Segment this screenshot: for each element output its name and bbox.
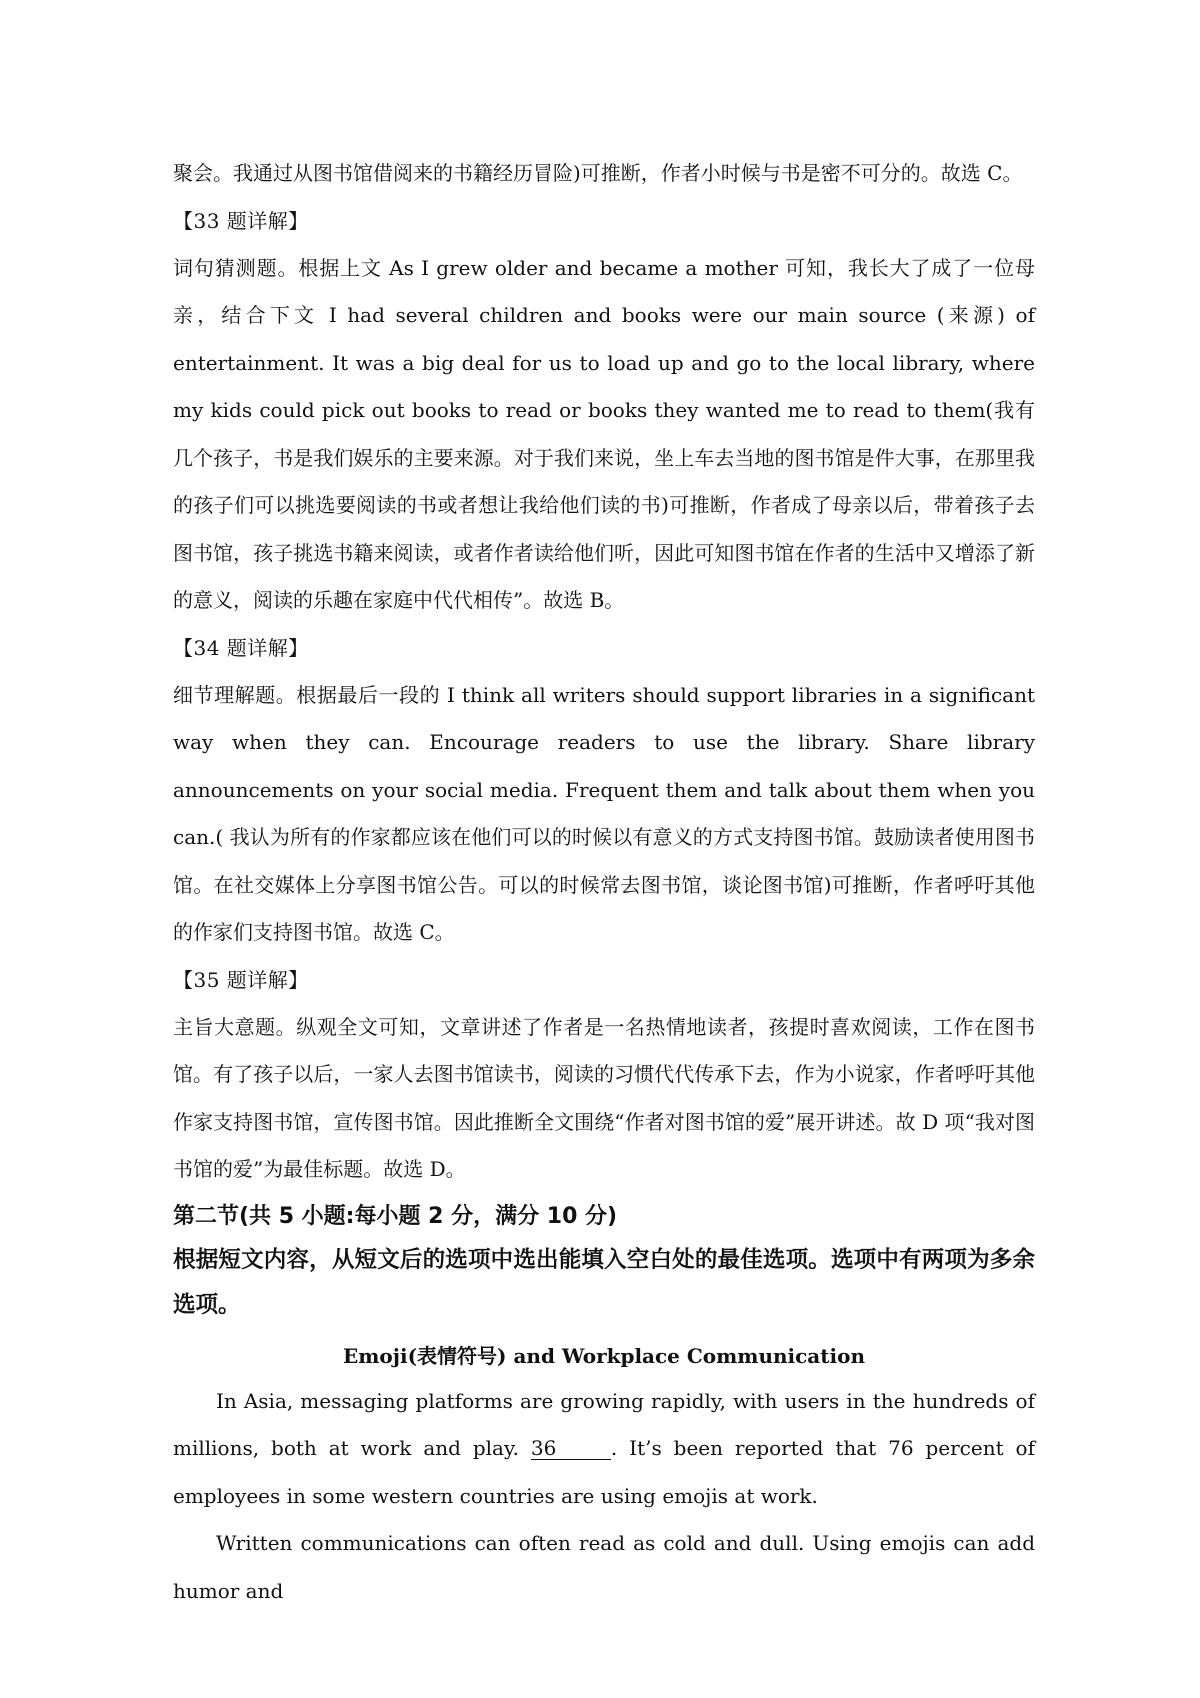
section-instruction: 根据短文内容，从短文后的选项中选出能填入空白处的最佳选项。选项中有两项为多余选项。 <box>173 1246 1035 1318</box>
question-35-heading: 【35 题详解】 <box>173 967 309 992</box>
blank-36: 36 <box>531 1437 611 1460</box>
answer-32-continuation: 聚会。我通过从图书馆借阅来的书籍经历冒险)可推断，作者小时候与书是密不可分的。故选 C。 <box>173 161 1023 185</box>
section-title: 第二节(共 5 小题:每小题 2 分，满分 10 分) <box>173 1203 618 1229</box>
article-paragraph-1 <box>173 1378 1035 1521</box>
article-paragraph-1-end: . It’s been reported that 76 percent of employees in some western countries are using emojis at work. <box>173 1436 1036 1508</box>
article-paragraph-1-start: In Asia, messaging platforms are growing rapidly, with users in the hundreds of millions, both at work and play. <box>173 1388 1035 1460</box>
article-title: Emoji(表情符号) and Workplace Communication <box>342 1343 865 1368</box>
question-33-heading: 【33 题详解】 <box>173 208 309 233</box>
question-35-explanation: 主旨大意题。纵观全文可知，文章讲述了作者是一名热情地读者，孩提时喜欢阅读，工作在图书馆。有了孩子以后，一家人去图书馆读书，阅读的习惯代代传承下去，作为小说家，作者呼吁其他作家支持图书馆，宣传图书馆。因此推断全文围绕“作者对图书馆的爱”展开讲述。故 D 项“我对图书馆的爱”为最佳标题。故选 D。 <box>173 1014 1035 1181</box>
article-paragraph-2: Written communications can often read as cold and dull. Using emojis can add humor and <box>173 1531 1035 1603</box>
page-content <box>173 150 1035 1615</box>
question-34-heading: 【34 题详解】 <box>173 635 309 660</box>
question-33-explanation: 词句猜测题。根据上文 As I grew older and became a mother 可知，我长大了成了一位母亲，结合下文 I had several children and books were our main source (来源) of entertainment. It was a big deal for us to load up and go to the local library, where my kids could pick out books to read or books they wanted me to read to them(我有几个孩子，书是我们娱乐的主要来源。对于我们来说，坐上车去当地的图书馆是件大事，在那里我的孩子们可以挑选要阅读的书或者想让我给他们读的书)可推断，作者成了母亲以后，带着孩子去图书馆，孩子挑选书籍来阅读，或者作者读给他们听，因此可知图书馆在作者的生活中又增添了新的意义，阅读的乐趣在家庭中代代相传”。故选 B。 <box>173 255 1035 612</box>
question-34-explanation: 细节理解题。根据最后一段的 I think all writers should support libraries in a significant way when they can. Encourage readers to use the library. Share library announcements on your social media. Frequent them and talk about them when you can.( 我认为所有的作家都应该在他们可以的时候以有意义的方式支持图书馆。鼓励读者使用图书馆。在社交媒体上分享图书馆公告。可以的时候常去图书馆，谈论图书馆)可推断，作者呼吁其他的作家们支持图书馆。故选 C。 <box>173 682 1035 944</box>
